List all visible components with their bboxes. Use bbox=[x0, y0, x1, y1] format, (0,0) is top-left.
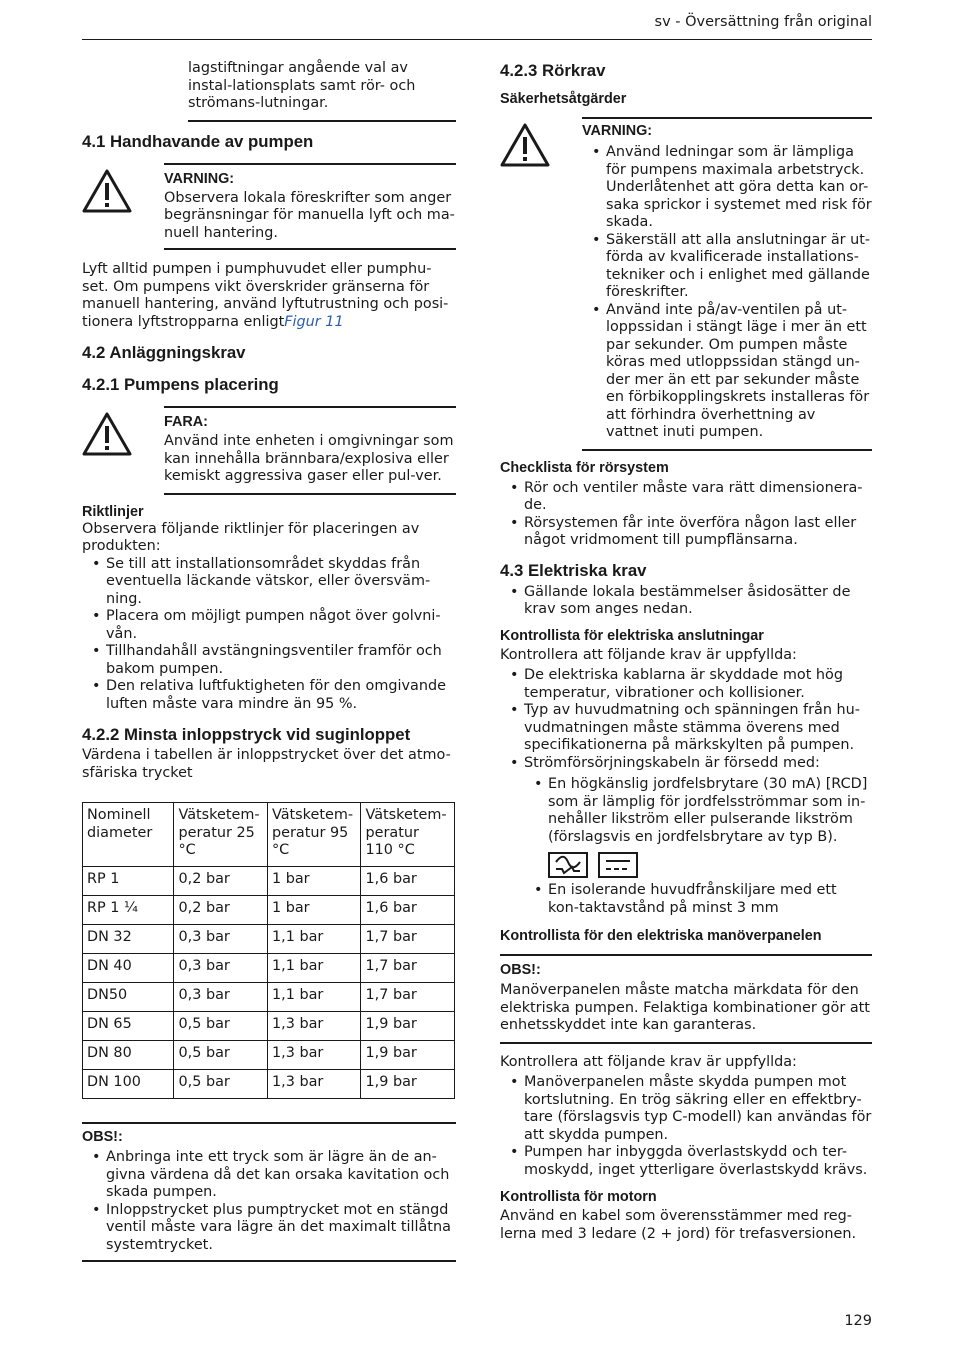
table-row bbox=[83, 1041, 455, 1070]
table-cell: 1,7 bar bbox=[361, 925, 455, 954]
header-rule bbox=[82, 39, 872, 40]
table-cell: 1,9 bar bbox=[361, 1012, 455, 1041]
ac-pulse-current-icon bbox=[548, 852, 588, 878]
warning-triangle-icon bbox=[82, 169, 132, 213]
table-cell: DN 65 bbox=[83, 1012, 174, 1041]
list-item: • Rörsystemen får inte överföra någon last eller något vridmoment till pumpflänsarna. bbox=[500, 515, 872, 550]
list-item: • Tillhandahåll avstängningsventiler framför och bakom pumpen. bbox=[82, 643, 456, 678]
table-cell: RP 1 bbox=[83, 867, 174, 896]
rcd-symbols bbox=[548, 852, 872, 878]
table-row bbox=[83, 867, 455, 896]
table-header-cell: Vätsketem-peratur 25 °C bbox=[174, 803, 268, 867]
running-header: sv - Översättning från original bbox=[654, 14, 872, 30]
table-row bbox=[83, 896, 455, 925]
table-cell: 0,3 bar bbox=[174, 925, 268, 954]
danger-label: FARA: bbox=[164, 414, 208, 430]
table-cell: 1,3 bar bbox=[267, 1041, 361, 1070]
table-cell: 1,3 bar bbox=[267, 1012, 361, 1041]
table-cell: 0,5 bar bbox=[174, 1041, 268, 1070]
table-cell: 1,7 bar bbox=[361, 983, 455, 1012]
obs-label: OBS!: bbox=[500, 962, 541, 978]
list-item: • Pumpen har inbyggda överlastskydd och ter-moskydd, inget ytterligare överlastskydd krävs. bbox=[500, 1144, 872, 1179]
table-row bbox=[83, 1012, 455, 1041]
table-row bbox=[83, 983, 455, 1012]
control-panel-list bbox=[500, 1074, 872, 1179]
pipe-checklist bbox=[500, 480, 872, 550]
list-item: • En isolerande huvudfrånskiljare med ett kon-taktavstånd på minst 3 mm bbox=[500, 882, 872, 917]
intro-box bbox=[188, 60, 456, 122]
warning-list bbox=[582, 144, 872, 442]
table-cell: 0,3 bar bbox=[174, 983, 268, 1012]
table-header-cell: Nominell diameter bbox=[83, 803, 174, 867]
electrical-connections-list bbox=[500, 667, 872, 772]
electrical-connections-intro: Kontrollera att följande krav är uppfyllda: bbox=[500, 646, 797, 663]
list-item: • Anbringa inte ett tryck som är lägre än de an-givna värdena då det kan orsaka kavitation och skada pumpen. bbox=[82, 1149, 456, 1202]
section-4-2-heading: 4.2 Anläggningskrav bbox=[82, 343, 246, 362]
table-cell: DN 32 bbox=[83, 925, 174, 954]
list-item: • Den relativa luftfuktigheten för den omgivande luften måste vara mindre än 95 %. bbox=[82, 678, 456, 713]
table-cell: 0,2 bar bbox=[174, 867, 268, 896]
table-cell: 0,2 bar bbox=[174, 896, 268, 925]
warning-text: Observera lokala föreskrifter som anger begränsningar för manuella lyft och ma-nuell hantering. bbox=[164, 189, 455, 241]
list-item: • Se till att installationsområdet skyddas från eventuella läckande vätskor, eller översväm-ning. bbox=[82, 556, 456, 609]
section-4-2-3-heading: 4.2.3 Rörkrav bbox=[500, 61, 606, 80]
obs-text: Manöverpanelen måste matcha märkdata för den elektriska pumpen. Felaktiga kombinationer gör att enhetsskyddet inte kan garanteras. bbox=[500, 982, 870, 1033]
table-cell: 1,9 bar bbox=[361, 1070, 455, 1099]
table-row bbox=[83, 954, 455, 983]
table-cell: DN50 bbox=[83, 983, 174, 1012]
safety-heading: Säkerhetsåtgärder bbox=[500, 91, 627, 107]
table-cell: 1,9 bar bbox=[361, 1041, 455, 1070]
list-item: • Placera om möjligt pumpen något över golvni-vån. bbox=[82, 608, 456, 643]
table-cell: 1 bar bbox=[267, 896, 361, 925]
danger-box bbox=[82, 406, 456, 495]
warning-triangle-icon bbox=[82, 412, 132, 456]
list-item: • Gällande lokala bestämmelser åsidosätter de krav som anges nedan. bbox=[500, 584, 872, 619]
lift-instructions bbox=[82, 261, 456, 331]
pressure-intro: Värdena i tabellen är inloppstrycket över det atmo-sfäriska trycket bbox=[82, 747, 451, 781]
list-item: • En högkänslig jordfelsbrytare (30 mA) [RCD] som är lämplig för jordfelsströmmar som in-nehåller likström eller pulserande likström (förslagsvis en jordfelsbrytare av typ B). bbox=[500, 776, 872, 846]
list-item: • Använd ledningar som är lämpliga för pumpens maximala arbetstryck. Underlåtenhet att göra detta kan or-saka sprickor i systemet med risk för skada. bbox=[582, 144, 872, 232]
list-item: • Rör och ventiler måste vara rätt dimensionera-de. bbox=[500, 480, 872, 515]
table-cell: 1 bar bbox=[267, 867, 361, 896]
list-item: • Typ av huvudmatning och spänningen från hu-vudmatningen måste stämma överens med specifikationerna på märkskylten på pumpen. bbox=[500, 702, 872, 755]
dc-current-icon bbox=[598, 852, 638, 878]
list-item: • Strömförsörjningskabeln är försedd med: bbox=[500, 755, 872, 773]
guidelines-list bbox=[82, 556, 456, 714]
obs-box-left bbox=[82, 1122, 456, 1262]
inlet-pressure-table bbox=[82, 802, 455, 1099]
list-item: • Inloppstrycket plus pumptrycket mot en stängd ventil måste vara lägre än det maximalt tillåtna systemtrycket. bbox=[82, 1202, 456, 1255]
table-cell: DN 40 bbox=[83, 954, 174, 983]
control-panel-heading: Kontrollista för den elektriska manöverpanelen bbox=[500, 928, 822, 944]
obs-box-right bbox=[500, 954, 872, 1044]
table-cell: 1,3 bar bbox=[267, 1070, 361, 1099]
guidelines-heading: Riktlinjer bbox=[82, 503, 144, 520]
table-cell: 1,1 bar bbox=[267, 954, 361, 983]
intro-text: lagstiftningar angående val av instal-lationsplats samt rör- och strömans-lutningar. bbox=[188, 60, 416, 111]
table-cell: DN 80 bbox=[83, 1041, 174, 1070]
motor-checklist-heading: Kontrollista för motorn bbox=[500, 1189, 657, 1205]
table-header-cell: Vätsketem-peratur 95 °C bbox=[267, 803, 361, 867]
isolator-sublist bbox=[500, 882, 872, 917]
warning-triangle-icon bbox=[500, 123, 550, 167]
list-item: • Använd inte på/av-ventilen på ut-loppssidan i stängt läge i mer än ett par sekunder. Om pumpen måste köras med utloppssidan stängd un-der mer än ett par sekunder måste en förbikopplingskrets installeras för att förhindra överhettning av vattnet inuti pumpen. bbox=[582, 302, 872, 442]
list-item: • De elektriska kablarna är skyddade mot hög temperatur, vibrationer och kollisioner. bbox=[500, 667, 872, 702]
table-row bbox=[83, 1070, 455, 1099]
list-item: • Säkerställ att alla anslutningar är ut-förda av kvalificerade installations-tekniker och i enlighet med gällande föreskrifter. bbox=[582, 232, 872, 302]
table-cell: 1,1 bar bbox=[267, 925, 361, 954]
section-4-2-2-heading: 4.2.2 Minsta inloppstryck vid suginloppet bbox=[82, 725, 411, 744]
table-cell: 1,1 bar bbox=[267, 983, 361, 1012]
warning-label: VARNING: bbox=[164, 170, 235, 187]
table-cell: 1,7 bar bbox=[361, 954, 455, 983]
table-cell: 0,5 bar bbox=[174, 1012, 268, 1041]
table-cell: 1,6 bar bbox=[361, 896, 455, 925]
table-header-row bbox=[83, 803, 455, 867]
warning-box-4-1 bbox=[82, 163, 456, 251]
section-4-3-heading: 4.3 Elektriska krav bbox=[500, 560, 647, 580]
electrical-connections-heading: Kontrollista för elektriska anslutningar bbox=[500, 627, 764, 644]
obs-label: OBS!: bbox=[82, 1129, 123, 1145]
table-header-cell: Vätsketem-peratur 110 °C bbox=[361, 803, 455, 867]
guidelines-intro: Observera följande riktlinjer för placeringen av produkten: bbox=[82, 520, 420, 554]
electrical-list bbox=[500, 584, 872, 619]
obs-list bbox=[82, 1149, 456, 1254]
lift-instructions-text: Lyft alltid pumpen i pumphuvudet eller pumphu-set. Om pumpens vikt överskrider gränserna för manuell hantering, använd lyftutrustning och posi-tionera lyftstropparna enligt bbox=[82, 261, 449, 330]
power-cable-sublist bbox=[500, 776, 872, 846]
page-number: 129 bbox=[844, 1313, 872, 1329]
control-panel-intro: Kontrollera att följande krav är uppfyllda: bbox=[500, 1053, 797, 1070]
section-4-2-1-heading: 4.2.1 Pumpens placering bbox=[82, 375, 279, 394]
table-cell: 0,5 bar bbox=[174, 1070, 268, 1099]
table-cell: 0,3 bar bbox=[174, 954, 268, 983]
warning-box-4-2-3 bbox=[500, 117, 872, 451]
figure-11-link[interactable]: Figur 11 bbox=[284, 313, 344, 330]
pipe-checklist-heading: Checklista för rörsystem bbox=[500, 459, 669, 476]
danger-text: Använd inte enheten i omgivningar som kan innehålla brännbara/explosiva eller kemiskt aggressiva gaser eller pul-ver. bbox=[164, 433, 454, 484]
table-row bbox=[83, 925, 455, 954]
table-cell: DN 100 bbox=[83, 1070, 174, 1099]
section-4-1-heading: 4.1 Handhavande av pumpen bbox=[82, 131, 314, 151]
list-item: • Manöverpanelen måste skydda pumpen mot kortslutning. En trög säkring eller en effektbry-tare (förslagsvis typ C-modell) kan användas för att skydda pumpen. bbox=[500, 1074, 872, 1144]
right-column bbox=[500, 61, 872, 1243]
motor-checklist-text: Använd en kabel som överensstämmer med reg-lerna med 3 ledare (2 + jord) för trefasversionen. bbox=[500, 1208, 857, 1242]
table-cell: RP 1 ¼ bbox=[83, 896, 174, 925]
left-column bbox=[82, 60, 456, 1262]
warning-label: VARNING: bbox=[582, 123, 653, 139]
table-cell: 1,6 bar bbox=[361, 867, 455, 896]
